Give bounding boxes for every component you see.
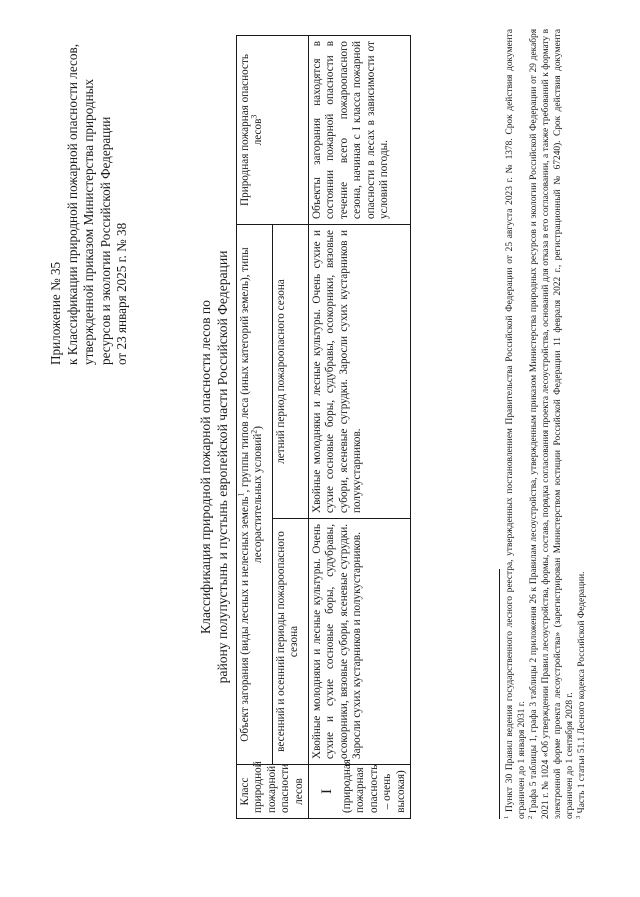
footnotes	[504, 29, 588, 819]
table-row	[309, 36, 411, 819]
footnote: $^3$ Часть 1 статьи 51.1 Лесного кодекса Российской Федерации.	[574, 571, 587, 819]
cell-fire-danger: Объекты загорания находятся в состоянии пожарной опасности в течение всего пожароопасного сезона, начиная с I класса пожарной опасности в лесах в зависимости от условий погоды.	[309, 36, 411, 225]
title-line: району полупустынь и пустынь европейской части Российской Федерации	[214, 250, 230, 684]
appendix-date: от 23 января 2025 г. № 38	[114, 222, 129, 365]
appendix-ref-line: утвержденной приказом Министерства природных	[81, 78, 96, 365]
cell-summer: Хвойные молодняки и лесные культуры. Очень сухие и сухие сосновые боры, судубравы, осокорники, вязовые субори, ясеневые сугрудки. Заросли сухих кустарников и полукустарников.	[309, 225, 411, 519]
footnote: $^1$ Пункт 30 Правил ведения государственного лесного реестра, утвержденных постановлением Правительства Российской Федерации от 25 августа 2023 г. № 1378. Срок действия документа ограничен до 1 января 2031 г.	[502, 28, 527, 819]
classification-table	[236, 35, 411, 819]
table-header-row	[237, 36, 273, 819]
appendix-ref-line: ресурсов и экологии Российской Федерации	[97, 116, 113, 365]
cell-spring-autumn: Хвойные молодняки и лесные культуры. Очень сухие и сухие сосновые боры, судубравы, осокорники, вязовые субори, ясеневые сугрудки. Заросли сухих кустарников и полукустарников.	[309, 519, 411, 765]
header-fire-danger: Природная пожарная опасность лесов$^3$	[237, 36, 309, 225]
subheader-spring-autumn: весенний и осенний периоды пожароопасного сезона	[273, 519, 309, 765]
footnote-separator	[499, 569, 500, 819]
footnote: $^2$ Графа 5 таблицы 1, графа 3 таблицы 2 приложения 26 к Правилам лесоустройства, утвержденным приказом Министерства природных ресурсов и экологии Российской Федерации от 29 декабря 2021 г. № 1024 «Об утверждении Правил лесоустройства, формы, состава, порядка согласования проекта лесоустройства, оснований для отказа в его согласовании, а также требований к формату в электронной форме проекта лесоустройства» (зарегистрирован Министерством юстиции Российской Федерации 11 февраля 2022 г., регистрационный № 67240). Срок действия документа ограничен до 1 сентября 2028 г.	[526, 28, 575, 819]
header-class: Класс природной пожарной опасности лесов	[237, 765, 309, 819]
header-object: Объект загорания (виды лесных и нелесных земель$^1$, группы типов леса (иных категорий земель), типы лесорастительных условий$^2$)	[237, 225, 273, 765]
subheader-summer: летний период пожароопасного сезона	[273, 225, 309, 519]
title-line: Классификация природной пожарной опасности лесов по	[198, 300, 213, 634]
class-description: (природная пожарная опасность – очень высокая)	[341, 759, 407, 813]
appendix-ref-line: к Классификации природной пожарной опасности лесов,	[64, 44, 80, 365]
appendix-number: Приложение № 35	[48, 261, 63, 365]
appendix-header	[48, 25, 131, 365]
cell-class	[309, 759, 411, 819]
document-title	[198, 187, 231, 747]
class-numeral: I	[319, 789, 336, 794]
